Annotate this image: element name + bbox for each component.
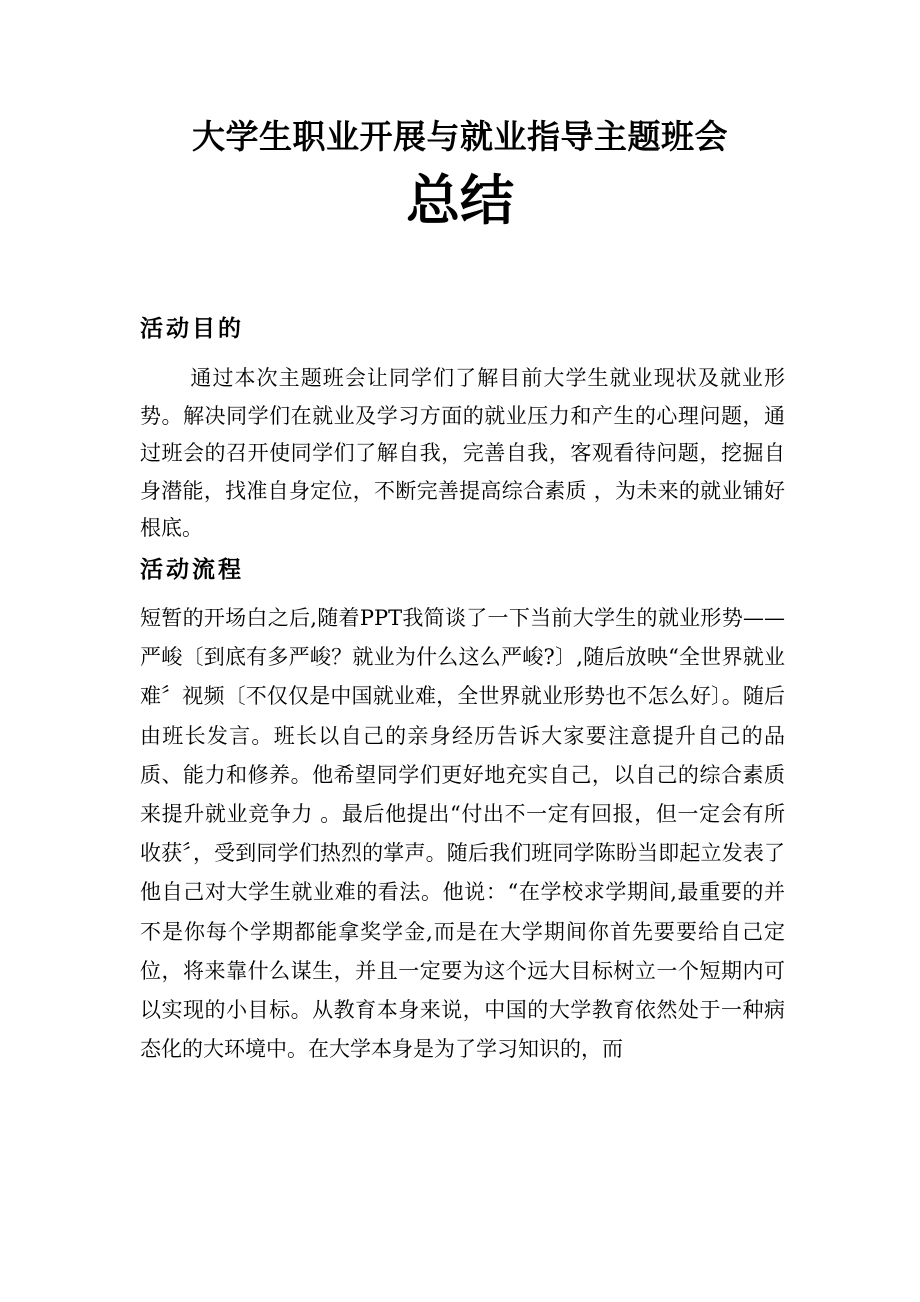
section-heading-process: 活动流程 — [140, 557, 244, 583]
document-title: 大学生职业开展与就业指导主题班会 — [192, 117, 728, 156]
section-heading-purpose: 活动目的 — [140, 316, 244, 342]
section-paragraph-purpose: 通过本次主题班会让同学们了解目前大学生就业现状及就业形势。解决同学们在就业及学习方面的就业压力和产生的心理问题，通过班会的召开使同学们了解自我，完善自我，客观看待问题，挖掘自身潜能，找准自身定位，不断完善提高综合素质 ，为未来的就业铺好根底。 — [140, 366, 785, 540]
section-paragraph-process: 短暂的开场白之后,随着PPT我简谈了一下当前大学生的就业形势——严峻〔到底有多严峻？就业为什么这么严峻?〕,随后放映“全世界就业难〞视频〔不仅仅是中国就业难，全世界就业形势也不怎么好〕。随后由班长发言。班长以自己的亲身经历告诉大家要注意提升自己的品质、能力和修养。他希望同学们更好地充实自己，以自己的综合素质来提升就业竞争力 。最后他提出“付出不一定有回报，但一定会有所收获〞，受到同学们热烈的掌声。随后我们班同学陈盼当即起立发表了他自己对大学生就业难的看法。他说：“在学校求学期间,最重要的并不是你每个学期都能拿奖学金,而是在大学期间你首先要要给自己定位，将来靠什么谋生，并且一定要为这个远大目标树立一个短期内可以实现的小目标。从教育本身来说，中国的大学教育依然处于一种病态化的大环境中。在大学本身是为了学习知识的，而 — [140, 606, 785, 1062]
document-subtitle: 总结 — [406, 169, 514, 232]
